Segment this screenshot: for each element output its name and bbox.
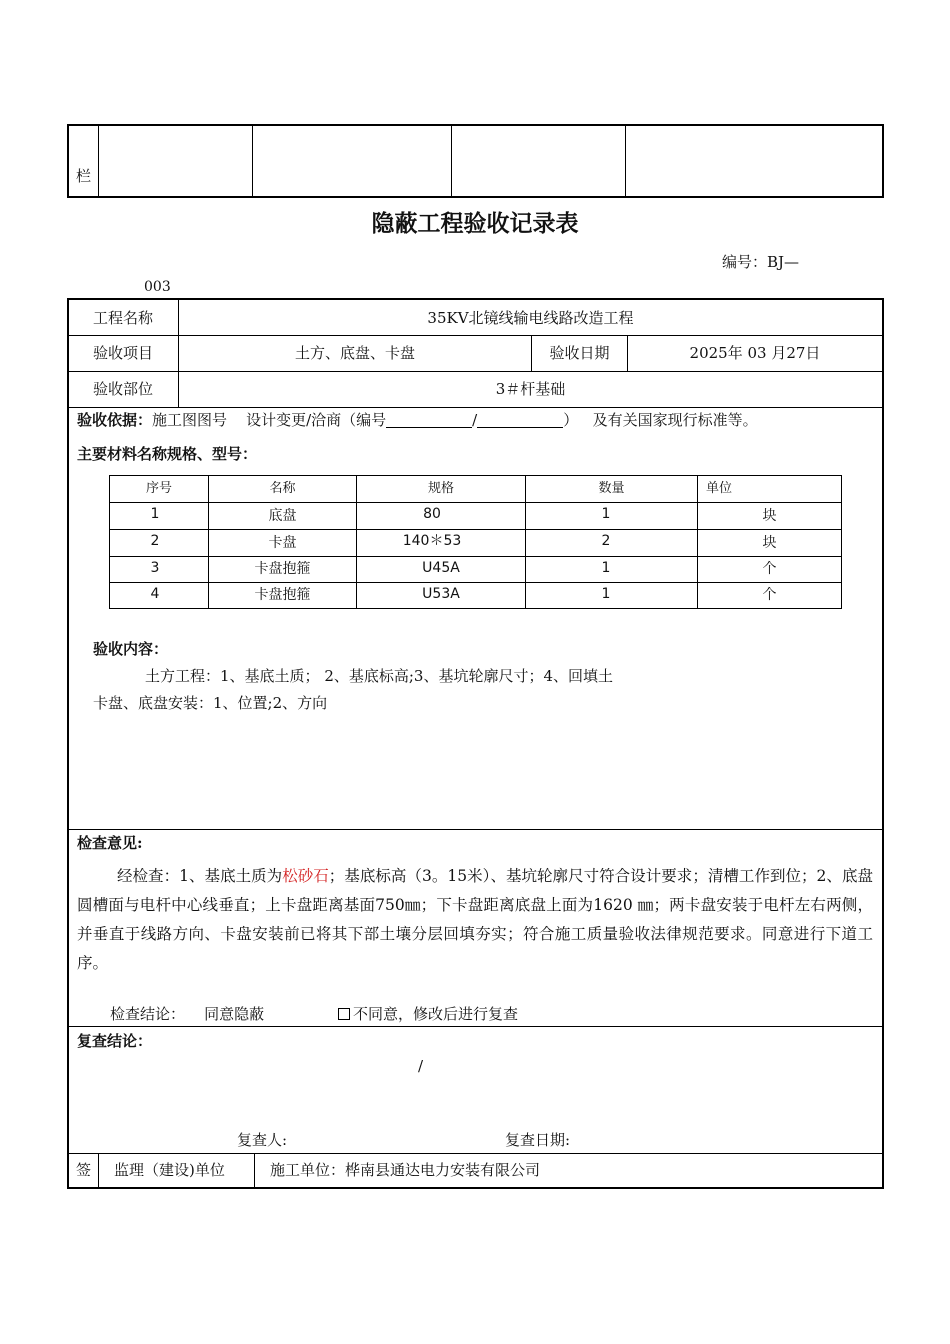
conclusion-label: 检查结论： (110, 1005, 186, 1023)
materials-row-3-qty: 1 (601, 560, 611, 576)
inspection-text-b: ；基底标高（3。15米）、基坑轮廓尺寸符合设计要求；清槽工作到位；2、底盘圆槽面与电杆中心线垂直；上卡盘距离基面750㎜；下卡盘距离底盘上面为1620 ㎜；两卡盘安装于电杆左右两侧，并垂直于线路方向、卡盘安装前已将其下部土壤分层回填夯实；符合施工质量验收法律规范要求。同意进行下道工序。 (77, 867, 873, 972)
materials-row-1-spec: 80 (423, 506, 441, 522)
materials-row-1-name: 底盘 (268, 508, 297, 524)
project-name-label: 工程名称 (92, 309, 153, 327)
acceptance-part-value: 3＃杆基础 (495, 380, 566, 398)
materials-row-4-name: 卡盘抱箍 (254, 587, 311, 603)
sign-contractor: 施工单位：桦南县通达电力安装有限公司 (270, 1161, 541, 1179)
acceptance-item-value: 土方、底盘、卡盘 (294, 344, 415, 362)
inspection-paragraph (77, 862, 873, 978)
materials-row-4-unit: 个 (762, 587, 777, 603)
basis-number-blank-1 (386, 412, 472, 428)
conclusion-agree: 同意隐蔽 (204, 1005, 265, 1023)
materials-row-1-no: 1 (150, 506, 160, 522)
basis-slash: / (472, 411, 478, 429)
sign-label: 签 (76, 1161, 92, 1179)
acceptance-item-label: 验收项目 (92, 344, 153, 362)
recheck-date: 复查日期: (505, 1131, 571, 1149)
materials-row-2-qty: 2 (601, 533, 611, 549)
inspection-label: 检查意见: (77, 834, 143, 852)
materials-row-2-unit: 块 (762, 535, 777, 551)
materials-label: 主要材料名称规格、型号： (77, 445, 258, 463)
acceptance-date-label: 验收日期 (549, 344, 610, 362)
materials-row-3-unit: 个 (762, 561, 777, 577)
inspection-soil-type: 松砂石 (282, 867, 329, 885)
basis-drawing: 施工图图号 (152, 411, 228, 429)
disagree-checkbox[interactable] (338, 1008, 350, 1020)
inspection-conclusion (110, 1004, 264, 1024)
materials-row-2-name: 卡盘 (268, 535, 297, 551)
materials-row-3-no: 3 (150, 560, 160, 576)
doc-number-label: 编号：BJ— (722, 253, 800, 271)
materials-header-no: 序号 (145, 481, 172, 496)
page-title: 隐蔽工程验收记录表 (371, 210, 579, 237)
materials-header-name: 名称 (269, 481, 296, 496)
inspection-text-a: 经检查：1、基底土质为 (117, 867, 283, 885)
conclusion-disagree: 不同意，修改后进行复查 (353, 1005, 519, 1023)
acceptance-date-value: 2025年 03 月27日 (689, 344, 821, 362)
materials-row-3-name: 卡盘抱箍 (254, 561, 311, 577)
basis-close: ） (563, 411, 579, 429)
materials-row-2-no: 2 (150, 533, 160, 549)
content-line-1: 土方工程：1、基底土质； 2、基底标高;3、基坑轮廓尺寸；4、回填土 (145, 667, 613, 685)
content-line-2: 卡盘、底盘安装：1、位置;2、方向 (93, 694, 328, 712)
sign-supervisor: 监理（建设)单位 (114, 1161, 225, 1179)
basis-label: 验收依据： (77, 411, 153, 429)
materials-row-1-unit: 块 (762, 508, 777, 524)
content-label: 验收内容： (93, 640, 169, 658)
doc-number-value: 003 (144, 279, 171, 295)
recheck-label: 复查结论： (77, 1032, 153, 1050)
conclusion-disagree-option[interactable] (338, 1004, 518, 1024)
basis-standards: 及有关国家现行标准等。 (592, 411, 758, 429)
materials-row-4-no: 4 (150, 586, 160, 602)
materials-header-spec: 规格 (427, 481, 454, 496)
materials-row-2-spec: 140＊53 (402, 533, 462, 549)
recheck-person: 复查人: (237, 1131, 288, 1149)
lan-label: 栏 (76, 167, 92, 185)
recheck-slash: / (418, 1057, 424, 1075)
basis-change: 设计变更/洽商（编号 (246, 411, 387, 429)
materials-header-qty: 数量 (598, 481, 625, 496)
materials-row-3-spec: U45A (422, 560, 460, 576)
materials-row-4-qty: 1 (601, 586, 611, 602)
acceptance-part-label: 验收部位 (92, 380, 153, 398)
basis-line (77, 410, 758, 430)
materials-row-1-qty: 1 (601, 506, 611, 522)
basis-number-blank-2 (477, 412, 563, 428)
materials-row-4-spec: U53A (422, 586, 460, 602)
project-name-value: 35KV北镜线输电线路改造工程 (427, 309, 634, 327)
materials-header-unit: 单位 (706, 481, 733, 496)
